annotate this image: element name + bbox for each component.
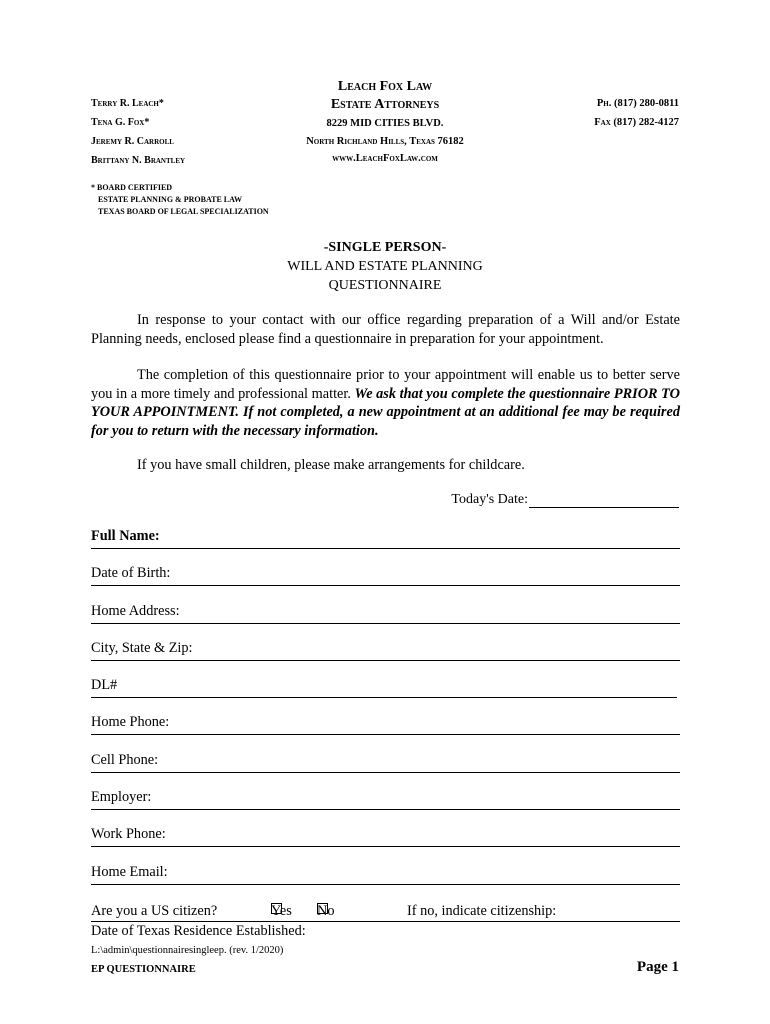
instructions-paragraph: [91, 366, 680, 440]
employer-label: Employer:: [91, 789, 152, 805]
todays-date-field[interactable]: [529, 491, 679, 508]
citizen-no-label: No: [317, 903, 335, 919]
attorney-name: Brittany N. Brantley: [91, 155, 186, 166]
cell-phone-field[interactable]: [91, 751, 680, 773]
texas-residence-label[interactable]: Date of Texas Residence Established:: [91, 923, 306, 939]
intro-text: In response to your contact with our office regarding preparation of a Will and/or Estate Planning needs, enclosed please find a questionnaire in preparation for your appointment.: [91, 312, 680, 347]
footer-title: EP QUESTIONNAIRE: [91, 964, 196, 975]
attorney-name: Terry R. Leach*: [91, 98, 164, 109]
instructions-text: The completion of this questionnaire prior to your appointment will enable us to better serve you in a more timely and professional matter.: [91, 367, 680, 402]
city-state-zip-label: City, State & Zip:: [91, 640, 193, 656]
dl-field[interactable]: [91, 676, 677, 698]
work-phone-field[interactable]: [91, 825, 680, 847]
work-phone-label: Work Phone:: [91, 826, 166, 842]
firm-name: Leach Fox Law: [337, 79, 433, 94]
certification-note: [91, 182, 269, 218]
citizenship-prompt: If no, indicate citizenship:: [407, 903, 557, 919]
employer-field[interactable]: [91, 788, 680, 810]
home-phone-field[interactable]: [91, 713, 680, 735]
home-phone-label: Home Phone:: [91, 714, 170, 730]
full-name-field[interactable]: [91, 527, 680, 549]
certification-line: * BOARD CERTIFIED: [91, 183, 173, 192]
childcare-paragraph: [91, 456, 680, 475]
footer-file-path: L:\admin\questionnairesingleep. (rev. 1/2020): [91, 945, 284, 956]
instructions-emphasis: We ask that you complete the questionnaire PRIOR TO YOUR APPOINTMENT. If not completed, a new appointment at an additional fee may be required for you to return with the necessary information.: [91, 385, 680, 439]
intro-paragraph: [91, 311, 680, 348]
cell-phone-label: Cell Phone:: [91, 752, 159, 768]
firm-website: www.LeachFoxLaw.com: [332, 153, 438, 164]
home-address-field[interactable]: [91, 602, 680, 624]
certification-line: TEXAS BOARD OF LEGAL SPECIALIZATION: [98, 207, 269, 216]
document-heading: [0, 238, 770, 295]
home-email-field[interactable]: [91, 863, 680, 885]
attorney-name: Tena G. Fox*: [91, 117, 150, 128]
heading-single-person: -SINGLE PERSON-: [323, 240, 447, 255]
childcare-text: If you have small children, please make arrangements for childcare.: [137, 457, 525, 473]
citizen-yes-label: Yes: [271, 903, 292, 919]
citizen-question: Are you a US citizen?: [91, 903, 218, 919]
full-name-label: Full Name:: [91, 528, 160, 544]
attorney-name: Jeremy R. Carroll: [91, 136, 174, 147]
todays-date-row: [451, 491, 679, 508]
home-address-label: Home Address:: [91, 603, 180, 619]
heading-title: WILL AND ESTATE PLANNING: [287, 259, 483, 274]
city-state-zip-field[interactable]: [91, 639, 680, 661]
dob-field[interactable]: [91, 564, 680, 586]
page-number: Page 1: [636, 959, 679, 975]
home-email-label: Home Email:: [91, 864, 168, 880]
firm-address-line2: North Richland Hills, Texas 76182: [306, 136, 464, 147]
contact-block: [594, 98, 679, 136]
certification-line: ESTATE PLANNING & PROBATE LAW: [98, 195, 243, 204]
heading-subtitle: QUESTIONNAIRE: [328, 278, 442, 293]
dl-label: DL#: [91, 677, 118, 693]
fax-number: Fax (817) 282-4127: [594, 117, 679, 128]
todays-date-label: Today's Date:: [451, 492, 528, 507]
dob-label: Date of Birth:: [91, 565, 171, 581]
phone-number: Ph. (817) 280-0811: [596, 98, 679, 109]
citizenship-row: [91, 903, 680, 922]
firm-subtitle: Estate Attorneys: [330, 97, 440, 112]
firm-address-line1: 8229 MID CITIES BLVD.: [326, 118, 444, 129]
